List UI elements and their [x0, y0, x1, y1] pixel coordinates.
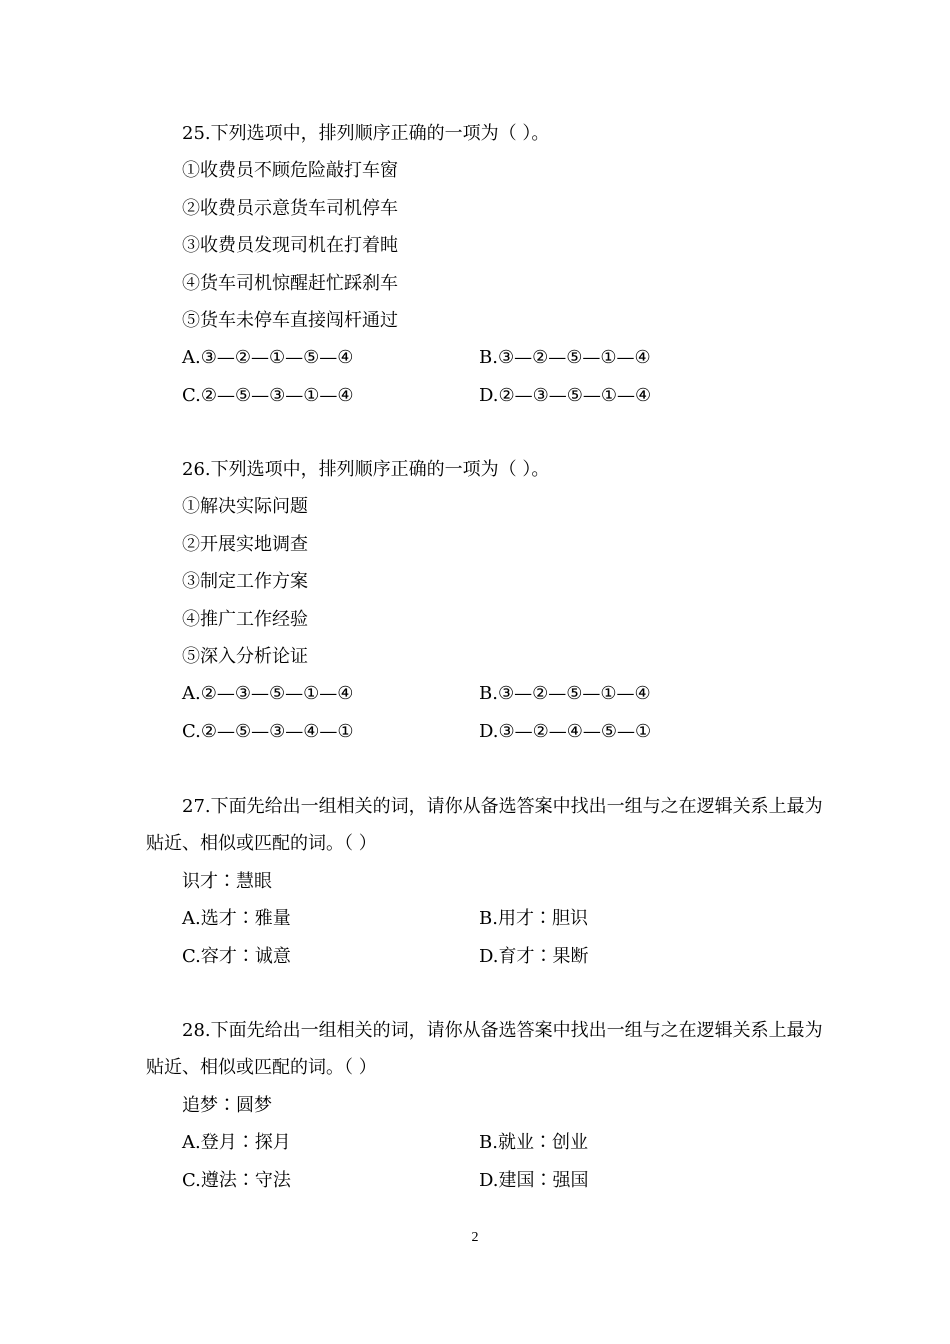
sequence-item: ①收费员不顾危险敲打车窗 — [182, 160, 398, 182]
sequence-item: ①解决实际问题 — [182, 496, 308, 518]
options-row — [146, 1162, 826, 1199]
options-row — [146, 377, 826, 414]
option-d: D.育才∶果断 — [479, 945, 589, 967]
option-a: A.③—②—①—⑤—④ — [182, 347, 354, 369]
option-b: B.用才∶胆识 — [479, 908, 588, 930]
sequence-item: ④货车司机惊醒赶忙踩刹车 — [182, 272, 398, 294]
option-c: C.遵法∶守法 — [182, 1169, 291, 1191]
question-27 — [146, 788, 826, 975]
option-b: B.就业∶创业 — [479, 1132, 588, 1154]
question-26 — [146, 451, 826, 750]
option-c: C.②—⑤—③—④—① — [182, 720, 354, 742]
option-b: B.③—②—⑤—①—④ — [479, 683, 651, 705]
question-stem: 27.下面先给出一组相关的词，请你从备选答案中找出一组与之在逻辑关系上最为贴近、相似或匹配的词。（ ） — [146, 796, 823, 855]
question-25 — [146, 115, 826, 414]
question-stem: 25.下列选项中，排列顺序正确的一项为（ ）。 — [182, 123, 550, 144]
options-row — [146, 900, 826, 937]
question-stem: 28.下面先给出一组相关的词，请你从备选答案中找出一组与之在逻辑关系上最为贴近、相似或匹配的词。（ ） — [146, 1020, 823, 1079]
question-28 — [146, 1012, 826, 1199]
options-row — [146, 938, 826, 975]
option-a: A.②—③—⑤—①—④ — [182, 683, 354, 705]
sequence-item: ②开展实地调查 — [182, 533, 308, 555]
word-pair: 识才∶慧眼 — [182, 870, 272, 892]
options-row — [146, 1124, 826, 1161]
options-row — [146, 675, 826, 712]
sequence-item: ②收费员示意货车司机停车 — [182, 197, 398, 219]
page-number: 2 — [471, 1230, 479, 1245]
option-d: D.②—③—⑤—①—④ — [479, 384, 652, 406]
sequence-item: ③制定工作方案 — [182, 571, 308, 593]
word-pair: 追梦∶圆梦 — [182, 1094, 272, 1116]
option-a: A.登月∶探月 — [182, 1132, 291, 1154]
question-stem: 26.下列选项中，排列顺序正确的一项为（ ）。 — [182, 459, 550, 480]
option-d: D.③—②—④—⑤—① — [479, 720, 652, 742]
option-a: A.选才∶雅量 — [182, 908, 291, 930]
option-c: C.②—⑤—③—①—④ — [182, 384, 354, 406]
options-row — [146, 713, 826, 750]
options-row — [146, 339, 826, 376]
option-b: B.③—②—⑤—①—④ — [479, 347, 651, 369]
sequence-item: ⑤深入分析论证 — [182, 645, 308, 667]
option-c: C.容才∶诚意 — [182, 945, 291, 967]
sequence-item: ⑤货车未停车直接闯杆通过 — [182, 309, 398, 331]
sequence-item: ③收费员发现司机在打着盹 — [182, 235, 398, 257]
sequence-item: ④推广工作经验 — [182, 608, 308, 630]
option-d: D.建国∶强国 — [479, 1169, 589, 1191]
